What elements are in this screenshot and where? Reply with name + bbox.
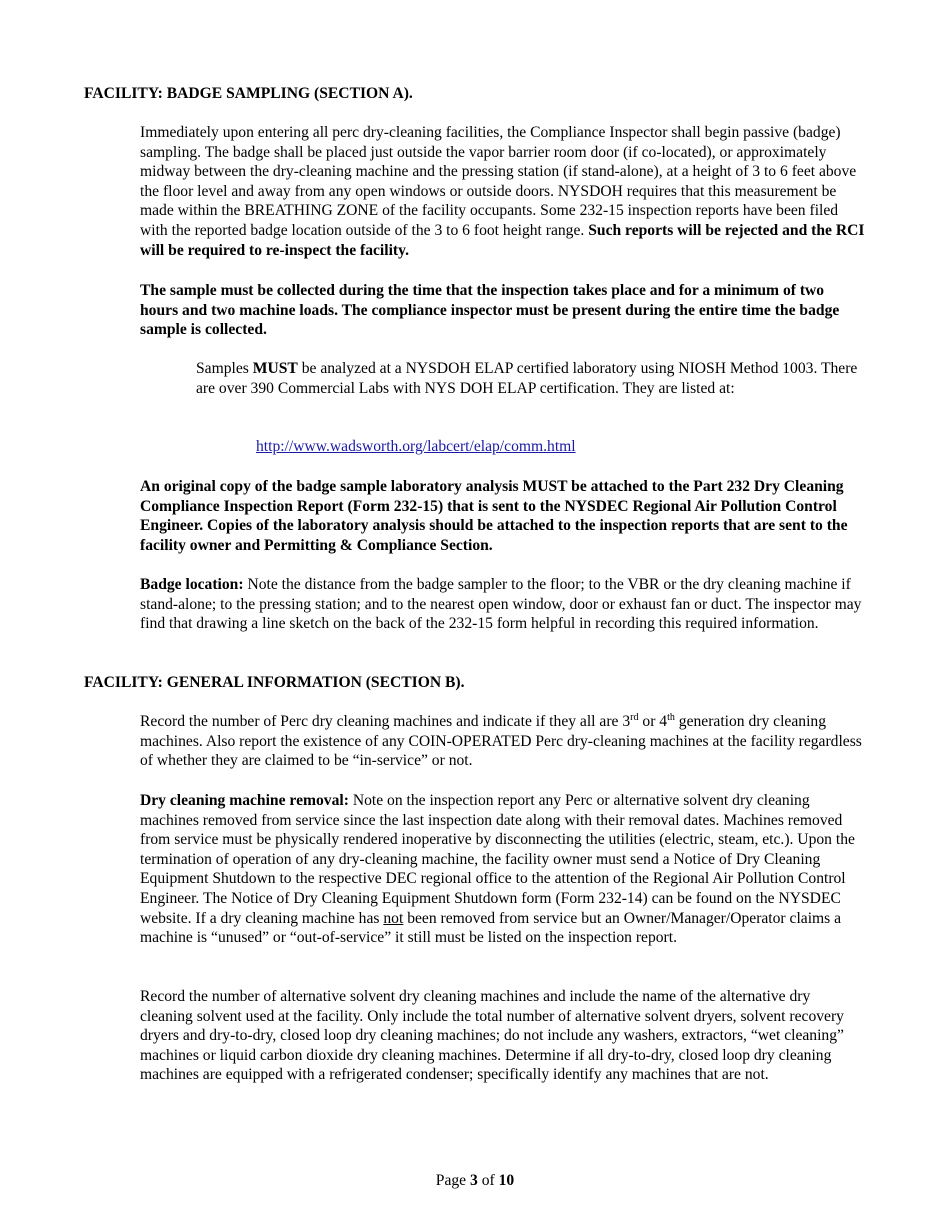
elap-link-line xyxy=(256,437,576,457)
section-a-paragraph-1 xyxy=(140,123,866,260)
paragraph-text: been removed from service but an Owner/Manager/Operator claims a machine is “unused” or “out-of-service” it still must be listed on the inspection report. xyxy=(140,909,842,947)
section-a-heading: FACILITY: BADGE SAMPLING (SECTION A). xyxy=(84,85,413,102)
section-b-paragraph-1 xyxy=(140,712,866,771)
section-a-paragraph-4: An original copy of the badge sample laboratory analysis MUST be attached to the Part 232 Dry Cleaning Compliance Inspection Report (Form 232-15) that is sent to the NYSDEC Regional Air Pollution Control Engineer. Copies of the laboratory analysis should be attached to the inspection reports that are sent to the facility owner and Permitting & Compliance Section. xyxy=(140,478,848,554)
paragraph-text: Note the distance from the badge sampler to the floor; to the VBR or the dry cleaning machine if stand-alone; to the pressing station; and to the nearest open window, door or exhaust fan or duct. The inspector may find that drawing a line sketch on the back of the 232-15 form helpful in recording this required information. xyxy=(140,576,862,633)
section-b-paragraph-2 xyxy=(140,791,866,948)
paragraph-text: generation dry cleaning machines. Also report the existence of any COIN-OPERATED Perc dry-cleaning machines at the facility regardless of whether they are claimed to be “in-service” or not. xyxy=(140,713,862,770)
paragraph-text: Note on the inspection report any Perc or alternative solvent dry cleaning machines removed from service since the last inspection date along with their removal dates. Machines removed from service must be physically rendered inoperative by disconnecting the utilities (electric, steam, etc.). Upon the termination of operation of any dry-cleaning machine, the facility owner must send a Notice of Dry Cleaning Equipment Shutdown to the respective DEC regional office to the attention of the Regional Air Pollution Control Engineer. The Notice of Dry Cleaning Equipment Shutdown form (Form 232-14) can be found on the NYSDEC website. If a dry cleaning machine has xyxy=(140,792,855,927)
of-label: of xyxy=(481,1172,495,1189)
machine-removal-label: Dry cleaning machine removal: xyxy=(140,792,349,809)
paragraph-text: Immediately upon entering all perc dry-cleaning facilities, the Compliance Inspector shall begin passive (badge) sampling. The badge shall be placed just outside the vapor barrier room door (if co-located), or approximately midway between the dry-cleaning machine and the pressing station (if stand-alone), at a height of 3 to 6 feet above the floor level and away from any open windows or outside doors. NYSDOH requires that this measurement be made within the BREATHING ZONE of the facility occupants. Some 232-15 inspection reports have been filed with the reported badge location outside of the 3 to 6 foot height range. xyxy=(140,124,857,239)
paragraph-text: Record the number of Perc dry cleaning machines and indicate if they all are 3 xyxy=(140,713,631,730)
section-a-paragraph-3 xyxy=(196,359,868,398)
badge-location-label: Badge location: xyxy=(140,576,244,593)
section-b-heading: FACILITY: GENERAL INFORMATION (SECTION B). xyxy=(84,674,465,691)
emphasis-must: MUST xyxy=(252,360,298,377)
section-b-paragraph-3: Record the number of alternative solvent dry cleaning machines and include the name of the alternative dry cleaning solvent used at the facility. Only include the total number of alternative solvent dryers, solvent recovery dryers and dry-to-dry, closed loop dry cleaning machines; do not include any washers, extractors, “wet cleaning” machines or liquid carbon dioxide dry cleaning machines. Determine if all dry-to-dry, closed loop dry cleaning machines are equipped with a refrigerated condenser; specifically identify any machines that are not. xyxy=(140,988,844,1084)
paragraph-text: be analyzed at a NYSDOH ELAP certified laboratory using NIOSH Method 1003. There are over 390 Commercial Labs with NYS DOH ELAP certification. They are listed at: xyxy=(196,360,858,397)
paragraph-text: Samples xyxy=(196,360,249,377)
section-a-paragraph-5 xyxy=(140,575,866,634)
page-total: 10 xyxy=(498,1172,515,1189)
paragraph-text: or 4 xyxy=(642,713,668,730)
page-footer xyxy=(0,1171,950,1191)
page-number: 3 xyxy=(470,1172,478,1189)
rejection-warning: Such reports will be rejected and the RCI will be required to re-inspect the facility. xyxy=(140,221,865,259)
page-label: Page xyxy=(435,1172,467,1189)
elap-lab-link[interactable]: http://www.wadsworth.org/labcert/elap/comm.html xyxy=(256,438,576,455)
section-a-paragraph-2: The sample must be collected during the time that the inspection takes place and for a minimum of two hours and two machine loads. The compliance inspector must be present during the entire time the badge sample is collected. xyxy=(140,282,840,339)
superscript-th: th xyxy=(667,712,675,723)
superscript-rd: rd xyxy=(630,712,639,723)
emphasis-not: not xyxy=(383,909,404,927)
